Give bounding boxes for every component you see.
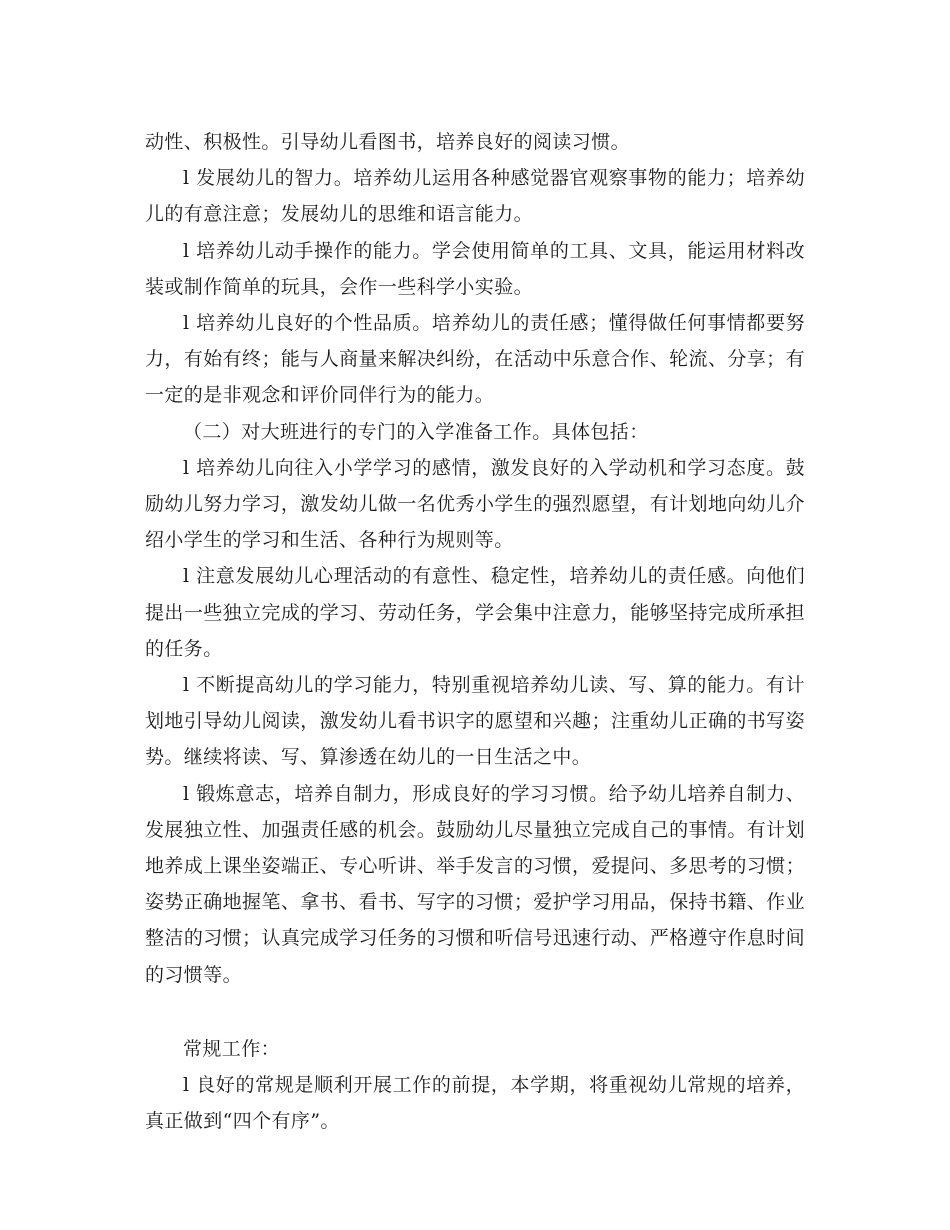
paragraph-school-motivation: l 培养幼儿向往入小学学习的感情，激发良好的入学动机和学习态度。鼓励幼儿努力学习，激发幼儿做一名优秀小学生的强烈愿望，有计划地向幼儿介绍小学生的学习和生活、各种行为规则等。 <box>145 456 805 552</box>
paragraph-hands-on: l 培养幼儿动手操作的能力。学会使用简单的工具、文具，能运用材料改装或制作简单的玩具，会作一些科学小实验。 <box>145 239 805 298</box>
paragraph-intelligence: l 发展幼儿的智力。培养幼儿运用各种感觉器官观察事物的能力；培养幼儿的有意注意；发展幼儿的思维和语言能力。 <box>145 167 805 226</box>
section-heading-routine: 常规工作： <box>183 1037 281 1060</box>
section-heading-school-prep: （二）对大班进行的专门的入学准备工作。具体包括： <box>183 420 649 443</box>
paragraph-self-control: l 锻炼意志，培养自制力，形成良好的学习习惯。给予幼儿培养自制力、发展独立性、加强责任感的机会。鼓励幼儿尽量独立完成自己的事情。有计划地养成上课坐姿端正、专心听讲、举手发言的习惯，爱提问、多思考的习惯；姿势正确地握笔、拿书、看书、写字的习惯；爱护学习用品，保持书籍、作业整洁的习惯；认真完成学习任务的习惯和听信号迅速行动、严格遵守作息时间的习惯等。 <box>145 782 805 986</box>
paragraph-continuation: 动性、积极性。引导幼儿看图书，培养良好的阅读习惯。 <box>145 131 631 153</box>
paragraph-spacer <box>145 993 805 1031</box>
document-body <box>145 124 805 1139</box>
paragraph-learning-ability: l 不断提高幼儿的学习能力，特别重视培养幼儿读、写、算的能力。有计划地引导幼儿阅读，激发幼儿看书识字的愿望和兴趣；注重幼儿正确的书写姿势。继续将读、写、算渗透在幼儿的一日生活之中。 <box>145 674 805 769</box>
paragraph-attention: l 注意发展幼儿心理活动的有意性、稳定性，培养幼儿的责任感。向他们提出一些独立完成的学习、劳动任务，学会集中注意力，能够坚持完成所承担的任务。 <box>145 565 805 660</box>
paragraph-personality: l 培养幼儿良好的个性品质。培养幼儿的责任感；懂得做任何事情都要努力，有始有终；能与人商量来解决纠纷，在活动中乐意合作、轮流、分享；有一定的是非观念和评价同伴行为的能力。 <box>145 312 805 407</box>
paragraph-routine: l 良好的常规是顺利开展工作的前提，本学期，将重视幼儿常规的培养，真正做到“四个有序”。 <box>145 1074 805 1133</box>
